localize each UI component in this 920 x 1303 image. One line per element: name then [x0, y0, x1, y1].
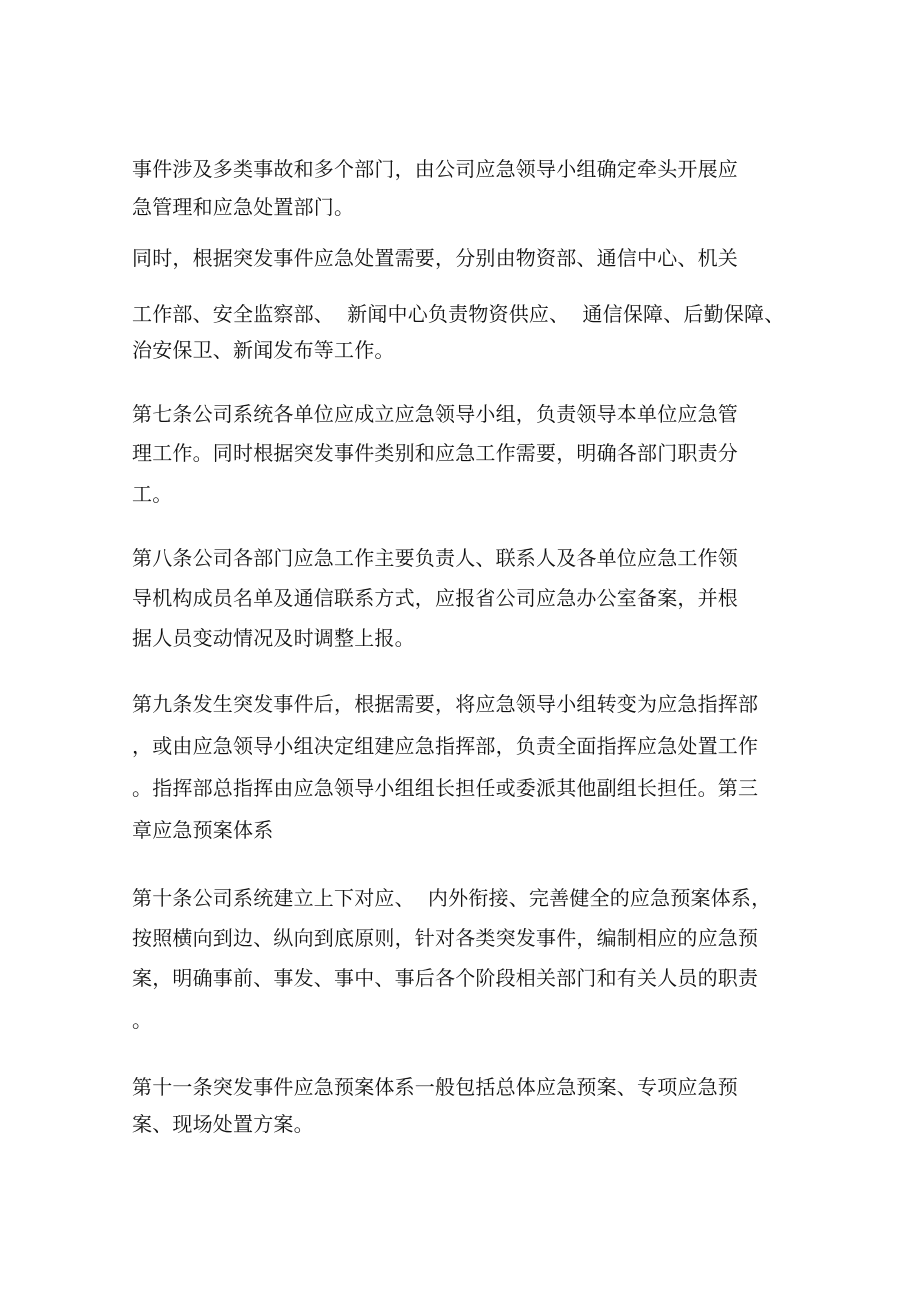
text-line: 第十一条突发事件应急预案体系一般包括总体应急预案、专项应急预 — [132, 1075, 738, 1099]
text-line: 同时，根据突发事件应急处置需要，分别由物资部、通信中心、机关 — [132, 246, 738, 270]
text-line: 案、现场处置方案。 — [132, 1112, 314, 1136]
text-line: 。 — [132, 1008, 153, 1032]
text-line: 按照横向到边、纵向到底原则，针对各类突发事件，编制相应的应急预 — [132, 926, 759, 950]
text-line: 第七条公司系统各单位应成立应急领导小组，负责领导本单位应急管 — [132, 402, 738, 426]
text-line: ，或由应急领导小组决定组建应急指挥部，负责全面指挥应急处置工作 — [132, 734, 759, 758]
text-line: 案，明确事前、事发、事中、事后各个阶段相关部门和有关人员的职责 — [132, 966, 759, 990]
text-line: 工。 — [132, 482, 173, 506]
text-line: 第九条发生突发事件后，根据需要，将应急领导小组转变为应急指挥部 — [132, 692, 759, 716]
text-line: 治安保卫、新闻发布等工作。 — [132, 338, 395, 362]
text-line: 章应急预案体系 — [132, 818, 274, 842]
text-line: 工作部、安全监察部、 新闻中心负责物资供应、 通信保障、后勤保障、 — [132, 302, 785, 326]
text-line: 据人员变动情况及时调整上报。 — [132, 626, 415, 650]
text-line: 。指挥部总指挥由应急领导小组组长担任或委派其他副组长担任。第三 — [132, 776, 759, 800]
text-line: 急管理和应急处置部门。 — [132, 195, 355, 219]
text-line: 第八条公司各部门应急工作主要负责人、联系人及各单位应急工作领 — [132, 546, 738, 570]
text-line: 第十条公司系统建立上下对应、 内外衔接、完善健全的应急预案体系， — [132, 886, 772, 910]
text-line: 理工作。同时根据突发事件类别和应急工作需要，明确各部门职责分 — [132, 441, 738, 465]
text-line: 导机构成员名单及通信联系方式，应报省公司应急办公室备案，并根 — [132, 586, 738, 610]
text-line: 事件涉及多类事故和多个部门，由公司应急领导小组确定牵头开展应 — [132, 157, 738, 181]
